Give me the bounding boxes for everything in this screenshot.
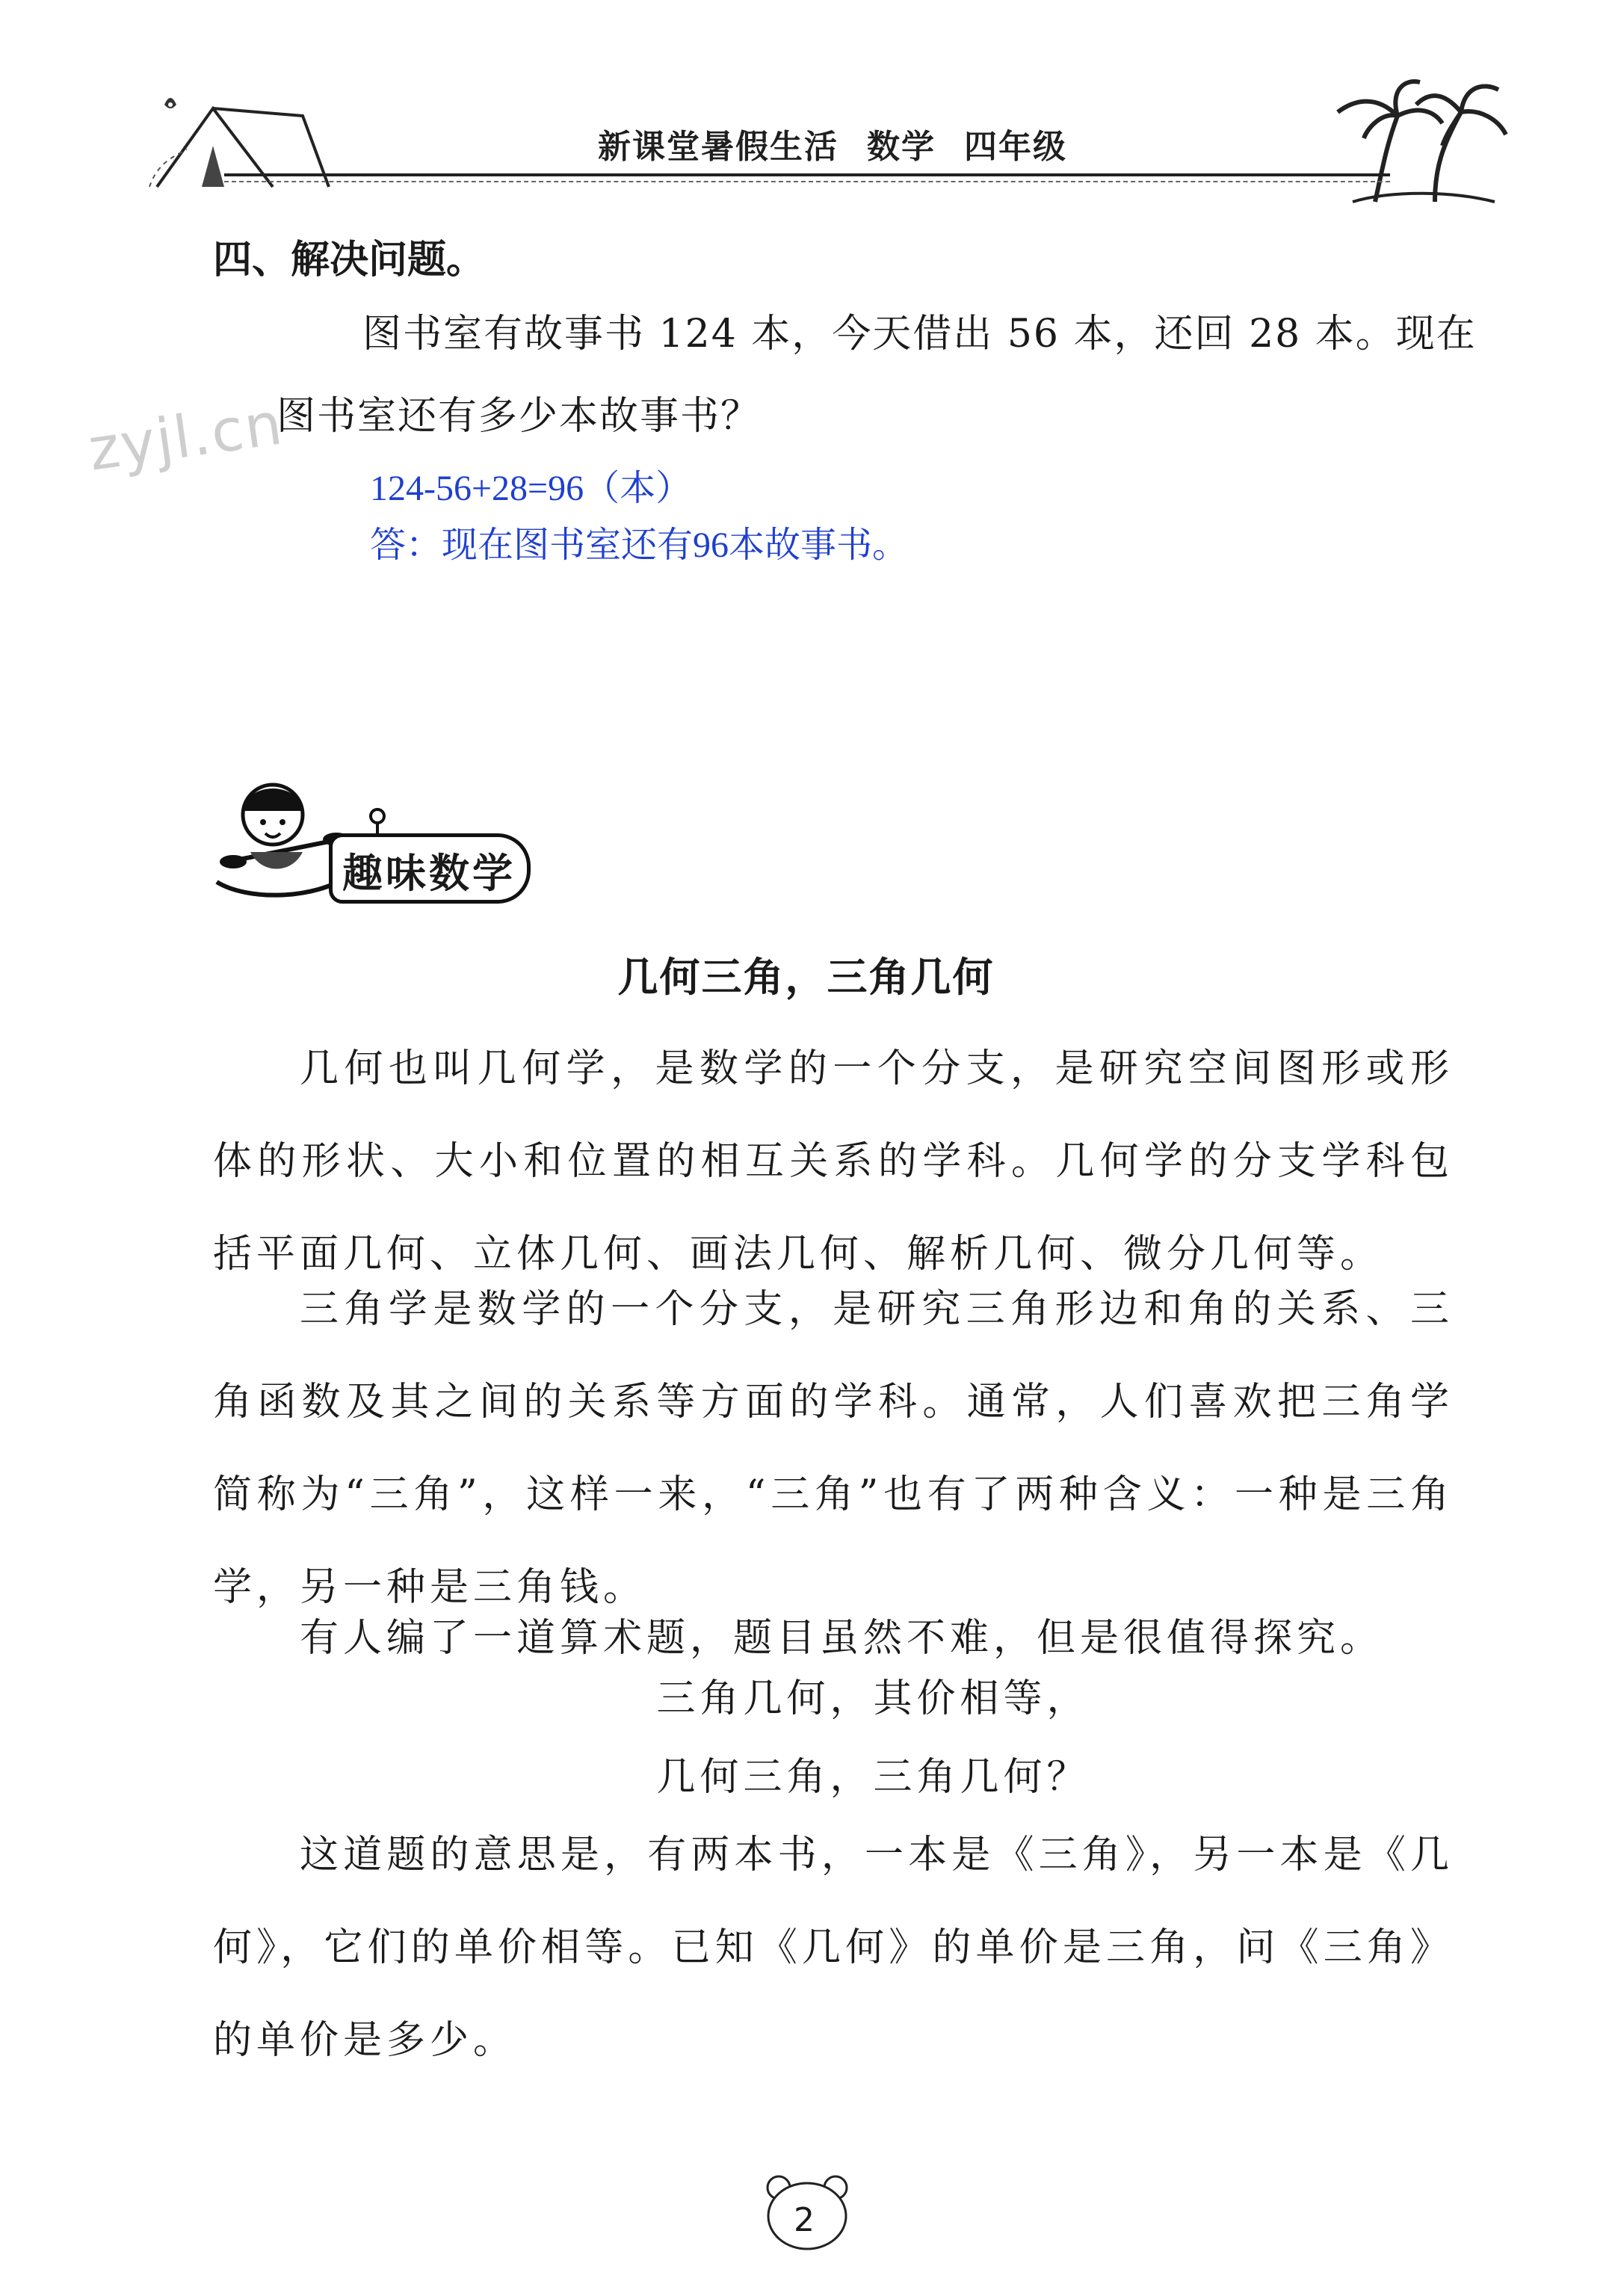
banner-title: 趣味数学	[342, 850, 516, 897]
article-paragraph-3: 有人编了一道算术题，题目虽然不难，但是很值得探究。	[300, 1616, 1384, 1661]
poem-line-2: 几何三角，三角几何？	[656, 1755, 1090, 1800]
article-paragraph-4: 这道题的意思是，有两本书，一本是《三角》，另一本是《几何》，它们的单价相等。已知《几何》的单价是三角，问《三角》的单价是多少。	[213, 1833, 1454, 2063]
header-rule	[224, 173, 1390, 176]
answer-statement: 答：现在图书室还有96本故事书。	[370, 525, 909, 565]
article-title: 几何三角，三角几何	[617, 954, 995, 1001]
watermark: zyjl.cn	[84, 390, 288, 484]
article-paragraph-2: 三角学是数学的一个分支，是研究三角形边和角的关系、三角函数及其之间的关系等方面的学科。通常，人们喜欢把三角学简称为“三角”，这样一来，“三角”也有了两种含义：一种是三角学，另一种是三角钱。	[213, 1287, 1454, 1610]
tent-decoration-icon	[142, 75, 336, 202]
page-number: 2	[794, 2201, 815, 2239]
palm-tree-icon	[1323, 71, 1517, 206]
problem-text-line1: 图书室有故事书 124 本，今天借出 56 本，还回 28 本。现在	[362, 312, 1477, 357]
page-header	[598, 120, 1096, 167]
article-paragraph-1: 几何也叫几何学，是数学的一个分支，是研究空间图形或形体的形状、大小和位置的相互关系的学科。几何学的分支学科包括平面几何、立体几何、画法几何、解析几何、微分几何等。	[213, 1046, 1454, 1277]
problem-text-line2: 图书室还有多少本故事书？	[277, 394, 762, 439]
answer-equation: 124-56+28=96（本）	[370, 469, 692, 508]
header-grade: 四年级	[964, 128, 1067, 166]
header-subject: 数学	[867, 128, 936, 166]
poem-line-1: 三角几何，其价相等，	[656, 1676, 1090, 1721]
section-title: 四、解决问题。	[213, 238, 486, 283]
header-book-title: 新课堂暑假生活	[598, 128, 839, 166]
header-dotted-rule	[224, 181, 1390, 182]
